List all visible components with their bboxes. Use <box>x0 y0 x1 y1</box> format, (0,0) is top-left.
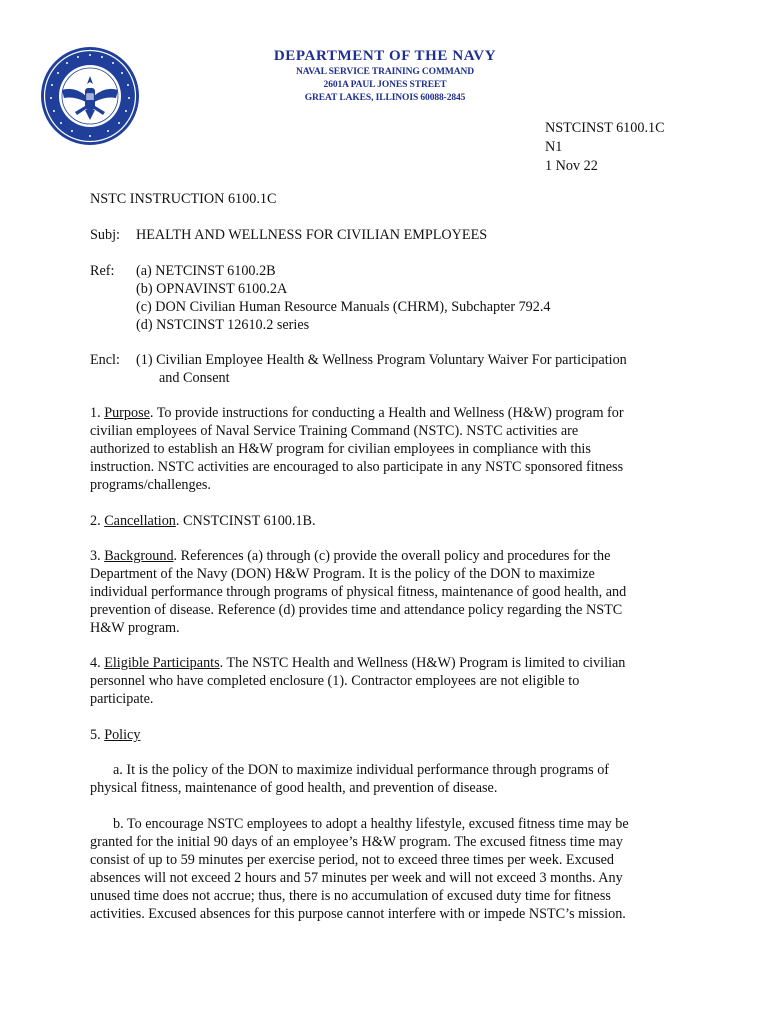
policy-heading-line <box>90 726 140 744</box>
background-heading: Background <box>104 548 174 564</box>
policy-a-line: physical fitness, maintenance of good health, and prevention of disease. <box>90 780 498 796</box>
section-number: 3. <box>90 548 101 564</box>
identifier-block <box>545 119 665 176</box>
references-label: Ref: <box>90 263 115 279</box>
department-of-defense-seal <box>40 46 140 146</box>
street-address: 2601A PAUL JONES STREET <box>323 80 447 90</box>
purpose-line: authorized to establish an H&W program for civilian employees in compliance with this <box>90 441 591 457</box>
eligible-line: participate. <box>90 691 154 707</box>
department-name: DEPARTMENT OF THE NAVY <box>273 48 497 64</box>
background-line: Department of the Navy (DON) H&W Program. It is the policy of the DON to maximize <box>90 566 595 582</box>
city-address: GREAT LAKES, ILLINOIS 60088-2845 <box>304 93 466 103</box>
section-number: 5. <box>90 727 101 743</box>
policy-b-line: granted for the initial 90 days of an employee’s H&W program. The excused fitness time may <box>90 834 623 850</box>
command-name: NAVAL SERVICE TRAINING COMMAND <box>296 67 474 77</box>
background-line: prevention of disease. Reference (d) provides time and attendance policy regarding the NSTC <box>90 602 623 618</box>
eligible-text: . The NSTC Health and Wellness (H&W) Program is limited to civilian <box>219 655 626 671</box>
policy-b-line: unused time does not accrue; thus, there is no accumulation of excused duty time for fitness <box>90 888 611 904</box>
office-code: N1 <box>545 139 563 155</box>
cancellation-heading: Cancellation <box>104 513 176 529</box>
background-first-line <box>90 547 610 565</box>
enclosure-label: Encl: <box>90 352 120 368</box>
reference-item: (a) NETCINST 6100.2B <box>136 263 276 279</box>
policy-b-line: b. To encourage NSTC employees to adopt a healthy lifestyle, excused fitness time may be <box>113 816 629 832</box>
purpose-text: . To provide instructions for conducting a Health and Wellness (H&W) program for <box>149 405 624 421</box>
reference-item: (d) NSTCINST 12610.2 series <box>136 317 310 333</box>
subject-label: Subj: <box>90 227 120 243</box>
purpose-line: programs/challenges. <box>90 477 211 493</box>
policy-a-line: a. It is the policy of the DON to maximize individual performance through programs of <box>113 762 610 778</box>
section-number: 1. <box>90 405 101 421</box>
purpose-line: civilian employees of Naval Service Training Command (NSTC). NSTC activities are <box>90 423 579 439</box>
enclosure-line: (1) Civilian Employee Health & Wellness Program Voluntary Waiver For participation <box>136 352 627 368</box>
reference-item: (c) DON Civilian Human Resource Manuals (CHRM), Subchapter 792.4 <box>136 299 551 315</box>
instruction-title: NSTC INSTRUCTION 6100.1C <box>90 191 277 207</box>
instruction-number: NSTCINST 6100.1C <box>545 120 665 136</box>
background-line: H&W program. <box>90 620 180 636</box>
purpose-heading: Purpose <box>104 405 150 421</box>
enclosure-line: and Consent <box>159 370 230 386</box>
reference-item: (b) OPNAVINST 6100.2A <box>136 281 288 297</box>
eligible-heading: Eligible Participants <box>104 655 220 671</box>
section-number: 4. <box>90 655 101 671</box>
issue-date: 1 Nov 22 <box>545 158 598 174</box>
background-line: individual performance through programs of physical fitness, maintenance of good health, and <box>90 584 627 600</box>
cancellation-line <box>90 512 316 530</box>
policy-heading: Policy <box>104 727 141 743</box>
cancellation-text: . CNSTCINST 6100.1B. <box>175 513 316 529</box>
section-number: 2. <box>90 513 101 529</box>
policy-b-line: absences will not exceed 2 hours and 57 minutes per week and will not exceed 3 months. Any <box>90 870 623 886</box>
background-text: . References (a) through (c) provide the overall policy and procedures for the <box>173 548 611 564</box>
policy-b-line: activities. Excused absences for this purpose cannot interfere with or impede NSTC’s mission. <box>90 906 626 922</box>
purpose-first-line <box>90 404 624 422</box>
purpose-line: instruction. NSTC activities are encouraged to also participate in any NSTC sponsored fitness <box>90 459 624 475</box>
policy-b-line: consist of up to 59 minutes per exercise period, not to exceed three times per week. Excused <box>90 852 614 868</box>
subject-text: HEALTH AND WELLNESS FOR CIVILIAN EMPLOYEES <box>136 227 488 243</box>
eligible-first-line <box>90 654 625 672</box>
eligible-line: personnel who have completed enclosure (1). Contractor employees are not eligible to <box>90 673 580 689</box>
